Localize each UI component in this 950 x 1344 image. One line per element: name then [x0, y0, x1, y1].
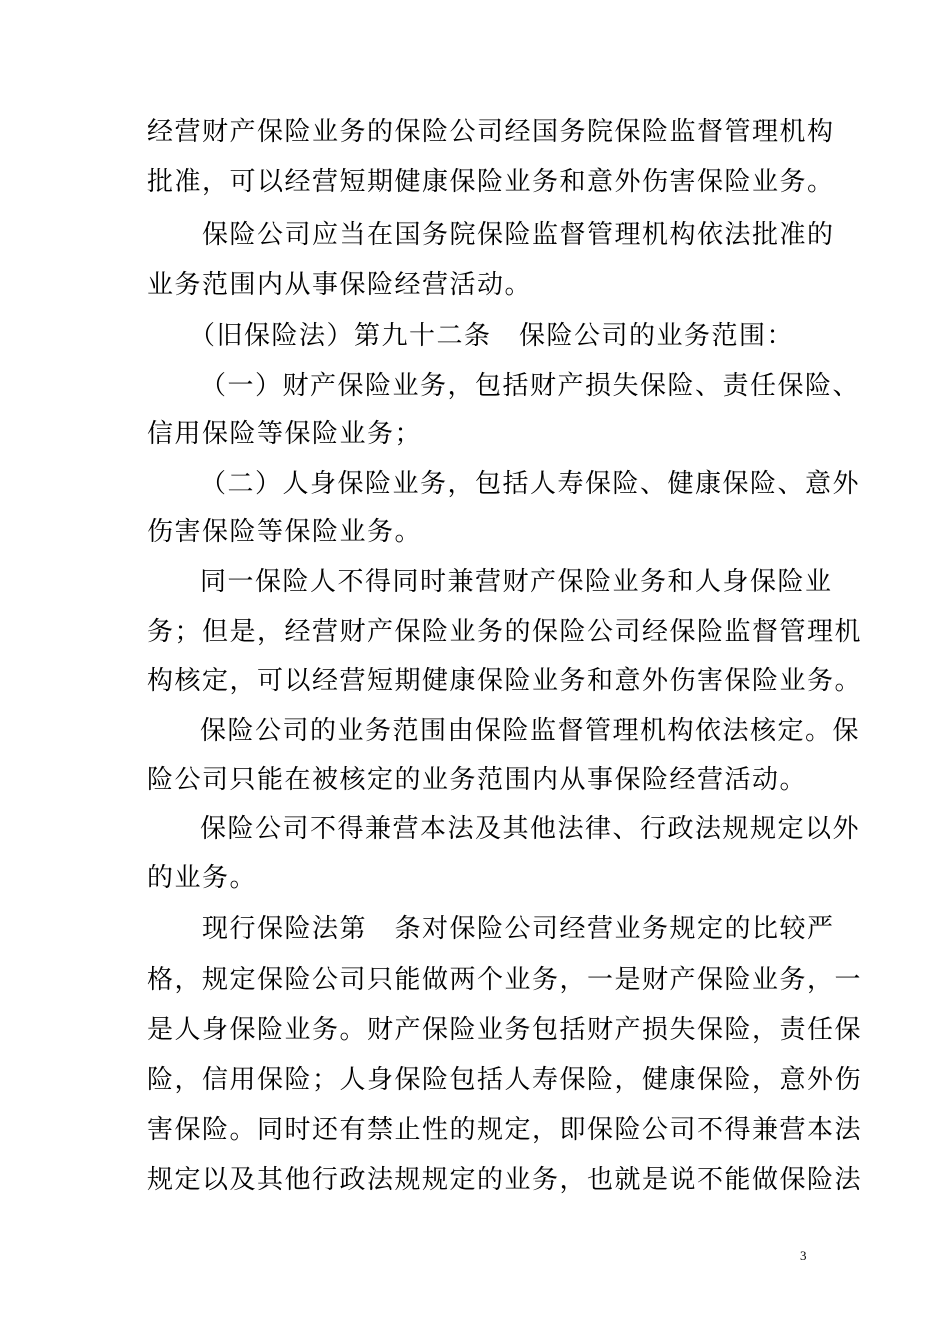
text-line: 批准，可以经营短期健康保险业务和意外伤害保险业务。 [147, 167, 835, 197]
text-line: 格，规定保险公司只能做两个业务，一是财产保险业务，一 [147, 965, 863, 995]
text-line: 经营财产保险业务的保险公司经国务院保险监督管理机构 [147, 117, 835, 147]
text-line: 业务范围内从事保险经营活动。 [147, 270, 533, 300]
text-line: 现行保险法第 条对保险公司经营业务规定的比较严 [147, 914, 835, 944]
text-line: 伤害保险等保险业务。 [147, 517, 423, 547]
text-line: 害保险。同时还有禁止性的规定，即保险公司不得兼营本法 [147, 1115, 863, 1145]
text-line: 信用保险等保险业务； [147, 419, 423, 449]
page-number: 3 [800, 1248, 807, 1263]
text-line: 同一保险人不得同时兼营财产保险业务和人身保险业 [200, 567, 833, 597]
text-line: 务；但是，经营财产保险业务的保险公司经保险监督管理机 [147, 617, 863, 647]
text-line: （旧保险法）第九十二条 保险公司的业务范围： [147, 321, 795, 351]
text-line: 保险公司不得兼营本法及其他法律、行政法规规定以外 [200, 814, 861, 844]
text-line: 是人身保险业务。财产保险业务包括财产损失保险，责任保 [147, 1015, 863, 1045]
text-line: 的业务。 [147, 863, 258, 893]
text-line: 险，信用保险；人身保险包括人寿保险，健康保险，意外伤 [147, 1065, 863, 1095]
text-line: 构核定，可以经营短期健康保险业务和意外伤害保险业务。 [147, 666, 863, 696]
text-line: 保险公司的业务范围由保险监督管理机构依法核定。保 [200, 716, 861, 746]
text-line: （一）财产保险业务，包括财产损失保险、责任保险、 [200, 371, 861, 401]
text-line: （二）人身保险业务，包括人寿保险、健康保险、意外 [200, 469, 861, 499]
text-line: 保险公司应当在国务院保险监督管理机构依法批准的 [147, 220, 835, 250]
text-line: 规定以及其他行政法规规定的业务，也就是说不能做保险法 [147, 1165, 863, 1195]
text-line: 险公司只能在被核定的业务范围内从事保险经营活动。 [147, 765, 808, 795]
